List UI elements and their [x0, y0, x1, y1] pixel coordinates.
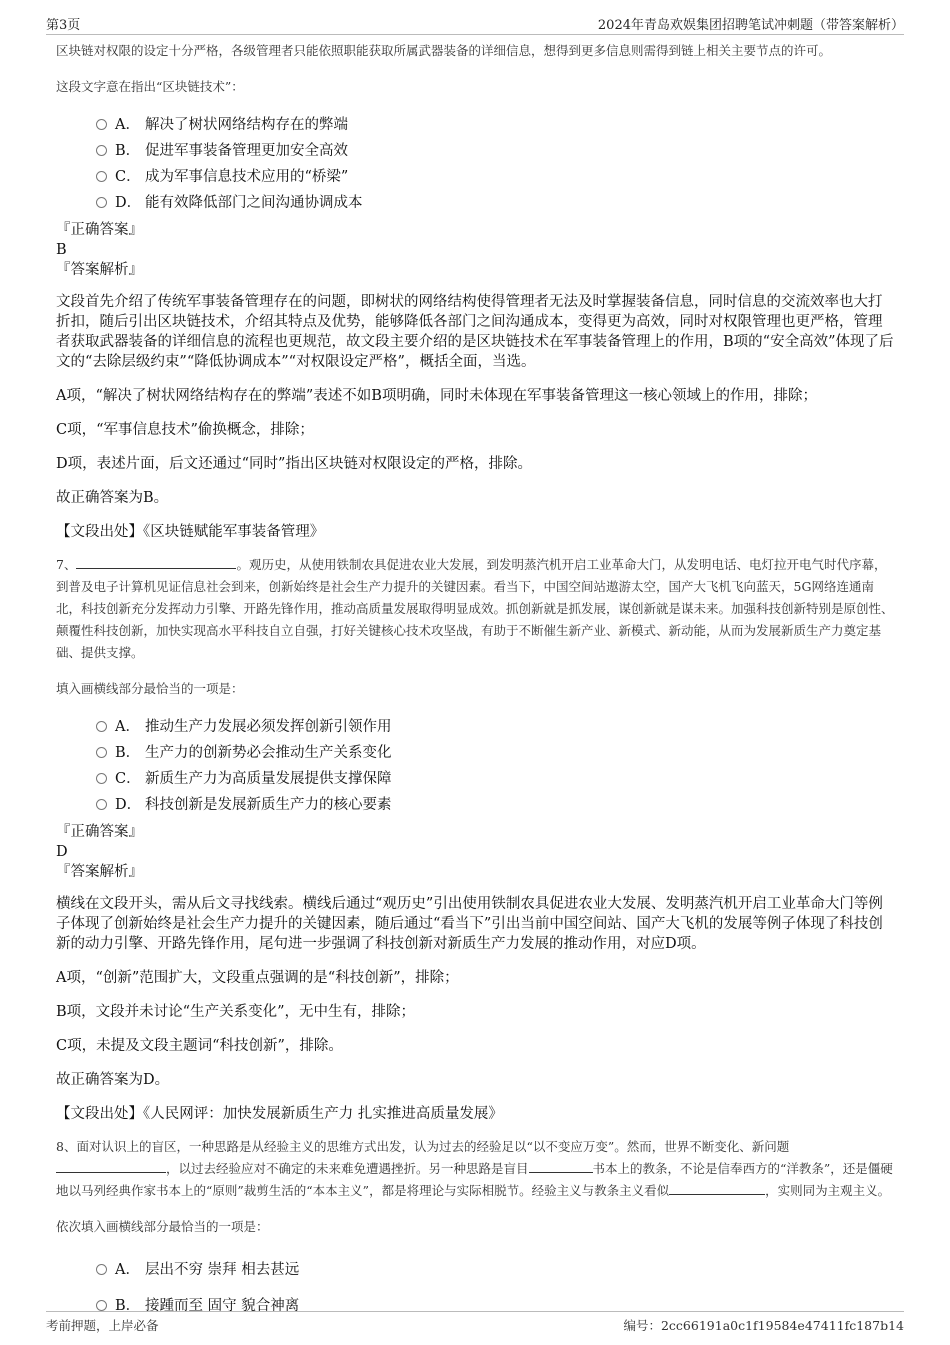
q6-answer: B — [56, 242, 67, 258]
fill-blank — [76, 556, 236, 569]
fill-blank — [529, 1160, 593, 1173]
footer-slogan: 考前押题，上岸必备 — [46, 1318, 159, 1333]
q6-conclusion: 故正确答案为B。 — [56, 490, 169, 506]
q7-analysis-label: 『答案解析』 — [56, 864, 143, 880]
q8-prompt: 依次填入画横线部分最恰当的一项是： — [56, 1219, 269, 1234]
q6-answer-label: 『正确答案』 — [56, 222, 143, 238]
radio-icon[interactable] — [96, 1300, 107, 1311]
radio-icon[interactable] — [96, 721, 107, 732]
radio-icon[interactable] — [96, 119, 107, 130]
document-body — [56, 40, 896, 1324]
q7-answer: D — [56, 844, 68, 860]
radio-icon[interactable] — [96, 773, 107, 784]
q6-analysis-c: C项，“军事信息技术”偷换概念，排除； — [56, 422, 314, 438]
radio-icon[interactable] — [96, 171, 107, 182]
page-footer — [46, 1311, 904, 1338]
q7-option-c[interactable]: C． 新质生产力为高质量发展提供支撑保障 — [96, 766, 896, 792]
q7-stem: 7、 。观历史，从使用铁制农具促进农业大发展，到发明蒸汽机开启工业革命大门，从发明电话、电灯拉开电气时代序幕，到普及电子计算机见证信息社会到来，创新始终是社会生产力提升的关键因素。看当下，中国空间站遨游太空，国产大飞机飞向蓝天，5G网络连通南北，科技创新充分发挥动力引擎、开路先锋作用，推动高质量发展取得明显成效。抓创新就是抓发展，谋创新就是谋未来。加强科技创新特别是原创性、颠覆性科技创新，加快实现高水平科技自立自强，打好关键核心技术攻坚战，有助于不断催生新产业、新模式、新动能，从而为发展新质生产力奠定基础、提供支撑。 — [56, 557, 894, 660]
q6-option-a[interactable]: A． 解决了树状网络结构存在的弊端 — [96, 112, 896, 138]
q6-analysis-main: 文段首先介绍了传统军事装备管理存在的问题，即树状的网络结构使得管理者无法及时掌握装备信息，同时信息的交流效率也大打折扣，随后引出区块链技术，介绍其特点及优势，能够降低各部门之间沟通成本，变得更为高效，同时对权限管理也更严格，管理者获取武器装备的详细信息的流程也更规范，故文段主要介绍的是区块链技术在军事装备管理上的作用，B项的“安全高效”体现了后文的“去除层级约束”“降低协调成本”“对权限设定严格”，概括全面，当选。 — [56, 294, 894, 370]
q6-option-b[interactable]: B． 促进军事装备管理更加安全高效 — [96, 138, 896, 164]
q7-options — [96, 714, 896, 818]
q6-analysis-a: A项，“解决了树状网络结构存在的弊端”表述不如B项明确，同时未体现在军事装备管理这一核心领域上的作用，排除； — [56, 388, 817, 404]
page-number: 第3页 — [46, 18, 81, 33]
q6-analysis-label: 『答案解析』 — [56, 262, 143, 278]
q6-prompt: 这段文字意在指出“区块链技术”： — [56, 79, 244, 94]
q8-stem: 8、面对认识上的盲区，一种思路是从经验主义的思维方式出发，认为过去的经验足以“以不变应万变”。然而，世界不断变化、新问题，以过去经验应对不确定的未来难免遭遇挫折。另一种思路是盲目 书本上的教条，不论是信奉西方的“洋教条”，还是僵硬地以马列经典作家书本上的“原则”裁剪生活的“本本主义”，都是将理论与实际相脱节。经验主义与教条主义看似 ，实则同为主观主义。 — [56, 1139, 893, 1198]
radio-icon[interactable] — [96, 1264, 107, 1275]
q7-analysis-b: B项，文段并未讨论“生产关系变化”，无中生有，排除； — [56, 1004, 415, 1020]
q6-options — [96, 112, 896, 216]
q7-prompt: 填入画横线部分最恰当的一项是： — [56, 681, 244, 696]
radio-icon[interactable] — [96, 747, 107, 758]
q7-option-b[interactable]: B． 生产力的创新势必会推动生产关系变化 — [96, 740, 896, 766]
document-id: 编号：2cc66191a0c1f19584e47411fc187b14 — [623, 1318, 904, 1333]
q7-analysis-main: 横线在文段开头，需从后文寻找线索。横线后通过“观历史”引出使用铁制农具促进农业大发展、发明蒸汽机开启工业革命大门等例子体现了创新始终是社会生产力提升的关键因素，随后通过“看当下”引出当前中国空间站、国产大飞机的发展等例子体现了科技创新的动力引擎、开路先锋作用，尾句进一步强调了科技创新对新质生产力发展的推动作用，对应D项。 — [56, 896, 883, 952]
fill-blank — [669, 1182, 765, 1195]
q7-source: 【文段出处】《人民网评：加快发展新质生产力 扎实推进高质量发展》 — [56, 1106, 503, 1122]
q7-conclusion: 故正确答案为D。 — [56, 1072, 170, 1088]
document-title: 2024年青岛欢娱集团招聘笔试冲刺题（带答案解析） — [597, 18, 904, 33]
q6-option-c[interactable]: C． 成为军事信息技术应用的“桥梁” — [96, 164, 896, 190]
q7-analysis-a: A项，“创新”范围扩大，文段重点强调的是“科技创新”，排除； — [56, 970, 459, 986]
q6-analysis-d: D项，表述片面，后文还通过“同时”指出区块链对权限设定的严格，排除。 — [56, 456, 532, 472]
radio-icon[interactable] — [96, 145, 107, 156]
q7-answer-label: 『正确答案』 — [56, 824, 143, 840]
q6-option-d[interactable]: D． 能有效降低部门之间沟通协调成本 — [96, 190, 896, 216]
q6-intro: 区块链对权限的设定十分严格，各级管理者只能依照职能获取所属武器装备的详细信息，想得到更多信息则需得到链上相关主要节点的许可。 — [56, 43, 832, 58]
page-header — [46, 14, 904, 35]
q8-option-a[interactable]: A． 层出不穷 崇拜 相去甚远 — [96, 1252, 896, 1288]
q7-option-a[interactable]: A． 推动生产力发展必须发挥创新引领作用 — [96, 714, 896, 740]
q7-option-d[interactable]: D． 科技创新是发展新质生产力的核心要素 — [96, 792, 896, 818]
q6-source: 【文段出处】《区块链赋能军事装备管理》 — [56, 524, 325, 540]
q8-option-b[interactable]: B． 接踵而至 固守 貌合神离 — [96, 1288, 896, 1324]
fill-blank — [56, 1160, 166, 1173]
radio-icon[interactable] — [96, 197, 107, 208]
radio-icon[interactable] — [96, 799, 107, 810]
q7-analysis-c: C项，未提及文段主题词“科技创新”，排除。 — [56, 1038, 343, 1054]
